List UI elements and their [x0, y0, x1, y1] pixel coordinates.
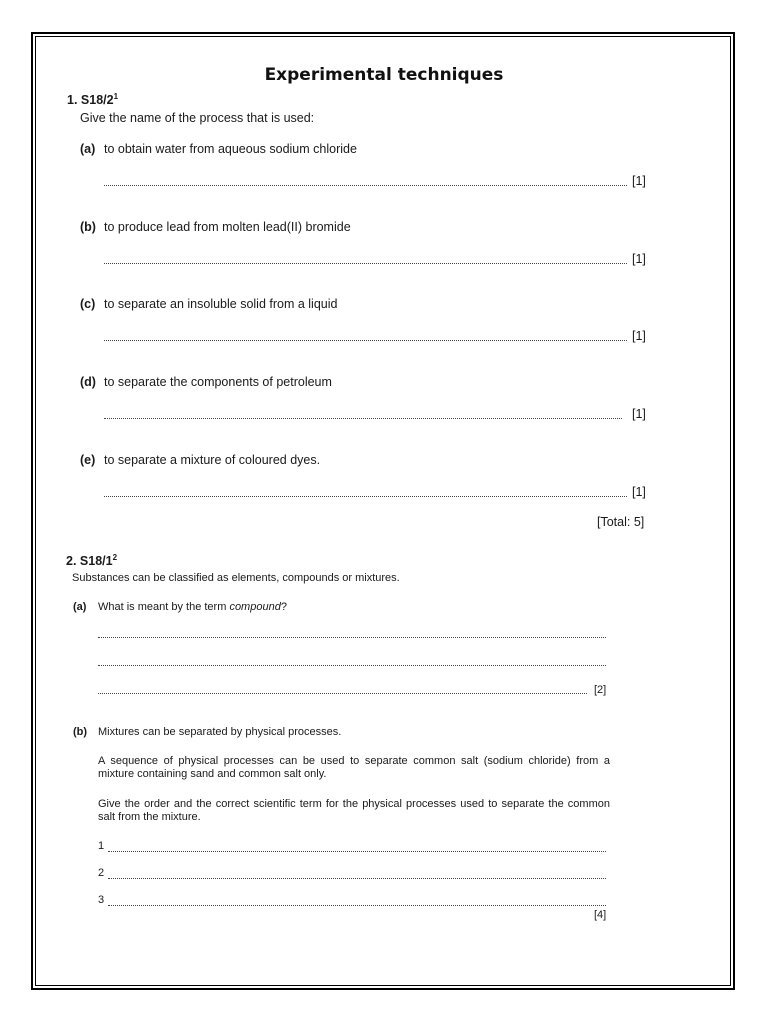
q2a-mark: [2] — [594, 684, 607, 696]
q1-footnote: 1 — [113, 92, 119, 101]
q2-footnote: 2 — [112, 553, 118, 562]
q2a-answer-line-3[interactable] — [98, 693, 587, 694]
q1e-mark: [1] — [632, 485, 646, 499]
q1-code: S18/2 — [80, 93, 114, 108]
q2-heading — [66, 553, 117, 568]
page-title: Experimental techniques — [264, 65, 504, 85]
q1c-label: (c) — [80, 297, 96, 311]
q1d-mark: [1] — [632, 407, 646, 421]
q1d-text: to separate the components of petroleum — [104, 375, 332, 389]
q2a-answer-line-2[interactable] — [98, 665, 606, 666]
q2a-question — [98, 601, 287, 613]
q2-intro: Substances can be classified as elements, compounds or mixtures. — [72, 572, 400, 584]
q1-heading — [67, 92, 118, 107]
q2a-text-before: What is meant by the term — [98, 601, 230, 613]
q2-code: S18/1 — [79, 554, 113, 569]
q2b-line-number-3: 3 — [98, 894, 105, 906]
q1b-label: (b) — [80, 220, 96, 234]
q2b-mark: [4] — [594, 909, 607, 921]
q1a-answer-line[interactable] — [104, 185, 627, 186]
q2b-text: Mixtures can be separated by physical processes. — [98, 726, 342, 738]
q1a-label: (a) — [80, 142, 96, 156]
q2a-term: compound — [229, 601, 281, 613]
q1a-text: to obtain water from aqueous sodium chloride — [104, 142, 357, 156]
q1-intro: Give the name of the process that is used: — [80, 111, 315, 125]
q2b-answer-line-1[interactable] — [108, 851, 606, 852]
q2a-text-after: ? — [280, 601, 287, 613]
q2b-line-number-2: 2 — [98, 867, 105, 879]
q2a-answer-line-1[interactable] — [98, 637, 606, 638]
page-border-inner — [35, 36, 731, 986]
q2b-line-number-1: 1 — [98, 840, 105, 852]
q2b-paragraph-1: A sequence of physical processes can be used to separate common salt (sodium chloride) from a mixture containing sand and common salt only. — [98, 755, 610, 780]
q1e-label: (e) — [80, 453, 96, 467]
q2b-answer-line-2[interactable] — [108, 878, 606, 879]
q1d-answer-line[interactable] — [104, 418, 622, 419]
q2b-answer-line-3[interactable] — [108, 905, 606, 906]
q1a-mark: [1] — [632, 174, 646, 188]
q2b-label: (b) — [73, 726, 88, 738]
q2a-label: (a) — [73, 601, 87, 613]
q1e-answer-line[interactable] — [104, 496, 627, 497]
q1-number: 1. — [67, 93, 78, 108]
q2-number: 2. — [66, 554, 77, 569]
q1b-mark: [1] — [632, 252, 646, 266]
q2b-paragraph-2: Give the order and the correct scientific term for the physical processes used to separate the common salt from the mixture. — [98, 798, 610, 823]
q1b-answer-line[interactable] — [104, 263, 627, 264]
q1c-mark: [1] — [632, 329, 646, 343]
q1c-answer-line[interactable] — [104, 340, 627, 341]
q1b-text: to produce lead from molten lead(II) bromide — [104, 220, 351, 234]
q1-total: [Total: 5] — [597, 515, 645, 529]
q1d-label: (d) — [80, 375, 96, 389]
q1e-text: to separate a mixture of coloured dyes. — [104, 453, 321, 467]
q1c-text: to separate an insoluble solid from a liquid — [104, 297, 338, 311]
